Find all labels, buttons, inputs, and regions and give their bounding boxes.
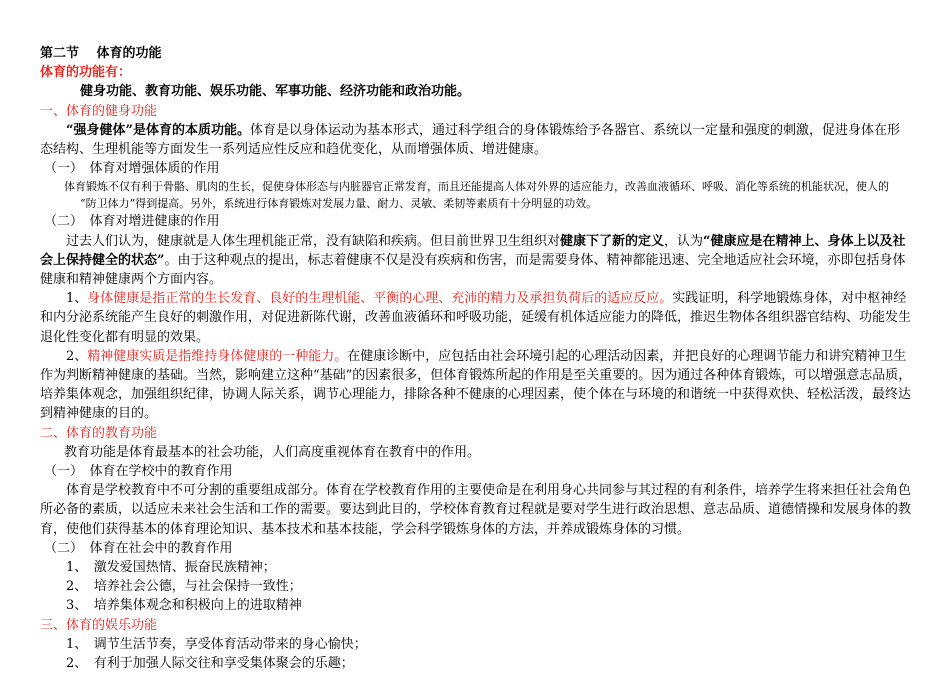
- s1-sub1-heading: （一） 体育对增强体质的作用: [44, 161, 220, 177]
- mental-health-paragraph: [40, 347, 912, 424]
- health-text-c: ，认为: [664, 233, 704, 249]
- physical-health-definition: 身体健康是指正常的生长发育、良好的生理机能、平衡的心理、充沛的精力及承担负荷后的适应反应。: [87, 291, 673, 307]
- list-item: 1、 调节生活节奏，享受体育活动带来的身心愉快；: [66, 636, 367, 652]
- list-item: 2、 培养社会公德，与社会保持一致性；: [66, 579, 302, 595]
- list-item: 2、 有利于加强人际交往和享受集体聚会的乐趣；: [66, 656, 354, 672]
- s1-heading: 一、体育的健身功能: [40, 103, 158, 119]
- s2-sub1-text: 体育是学校教育中不可分割的重要组成部分。体育在学校教育作用的主要使命是在利用身心共同参与其过程的有利条件，培养学生将来担任社会角色所必备的素质，以适应未来社会生活和工作的需要。要达到此目的，学校体育教育过程就是要对学生进行政治思想、意志品质、道德情操和发展身体的教育，使他们获得基本的体育理论知识、基本技术和基本技能，学会科学锻炼身体的方法，并养成锻炼身体的习惯。: [40, 483, 912, 537]
- s3-heading: 三、体育的娱乐功能: [40, 617, 158, 633]
- s1-sub1-text1: 体育锻炼不仅有利于骨骼、肌肉的生长，促使身体形态与内脏器官正常发育，而且还能提高人体对外界的适应能力，改善血液循环、呼吸、消化等系统的机能状况，使人的: [64, 180, 889, 194]
- s1-sub1-text2: “防卫体力”得到提高。另外，系统进行体育锻炼对发展力量、耐力、灵敏、柔韧等素质有十分明显的功效。: [80, 197, 598, 211]
- mental-health-number: 2、: [66, 348, 88, 364]
- health-text-a: 过去人们认为，健康就是人体生理机能正常，没有缺陷和疾病。但目前世界卫生组织对: [66, 233, 561, 249]
- health-text-e: 。由于这种观点的提出，标志着健康不仅是没有疾病和伤害，而是需要身体、精神都能迅速、完全地适应社会环境，亦即包括身体健康和精神健康两个方面内容。: [40, 252, 906, 288]
- s2-sub1-heading: （一） 体育在学校中的教育作用: [44, 464, 233, 480]
- mental-health-text: 在健康诊断中，应包括由社会环境引起的心理活动因素，并把良好的心理调节能力和讲究精神卫生作为判断精神健康的基础。当然，影响建立这种“基础”的因素很多，但体育锻炼所起的作用是至关重要的。因为通过各种体育锻炼，可以增强意志品质，培养集体观念，加强组织纪律，协调人际关系，调节心理能力，排除各种不健康的心理因素，使个体在与环境的和谐统一中获得欢快、轻松活泼，最终达到精神健康的目的。: [40, 348, 912, 422]
- mental-health-definition: 精神健康实质是指维持身体健康的一种能力。: [87, 348, 348, 364]
- s1-paragraph-rest: 体育是以身体运动为基本形式，通过科学组合的身体锻炼给予各器官、系统以一定量和强度的刺激，促进身体在形态结构、生理机能等方面发生一系列适应性反应和趋优变化，从而增强体质、增进健康。: [40, 122, 900, 158]
- s1-sub2-heading: （二） 体育对增进健康的作用: [44, 214, 220, 230]
- health-text-b: 健康下了新的定义: [560, 233, 665, 249]
- health-definition-paragraph: [40, 232, 912, 290]
- s1-paragraph: [40, 121, 912, 159]
- s2-sub2-heading: （二） 体育在社会中的教育作用: [44, 540, 233, 556]
- functions-heading: 体育的功能有：: [40, 65, 132, 81]
- physical-health-paragraph: [40, 289, 912, 347]
- s2-intro: 教育功能是体育最基本的社会功能，人们高度重视体育在教育中的作用。: [64, 444, 481, 460]
- physical-health-number: 1、: [66, 291, 88, 307]
- document-page: [40, 44, 912, 673]
- s2-heading: 二、体育的教育功能: [40, 425, 158, 441]
- section-title: 第二节 体育的功能: [40, 46, 162, 61]
- physical-health-text: 实践证明，科学地锻炼身体，对中枢神经和内分泌系统能产生良好的刺激作用，对促进新陈代谢，改善血液循环和呼吸功能，延缓有机体适应能力的降低，推迟生物体各组织器官结构、功能发生退化性变化都有明显的效果。: [40, 291, 912, 345]
- functions-list: 健身功能、教育功能、娱乐功能、军事功能、经济功能和政治功能。: [80, 84, 471, 100]
- list-item: 3、 培养集体观念和积极向上的进取精神: [66, 598, 302, 614]
- s1-paragraph-bold: “强身健体”是体育的本质功能。: [66, 122, 250, 138]
- health-text-d: “健康应是在精神上、身体上以及社会上保持健全的状态”: [40, 233, 906, 268]
- list-item: 1、 激发爱国热情、振奋民族精神；: [66, 560, 276, 576]
